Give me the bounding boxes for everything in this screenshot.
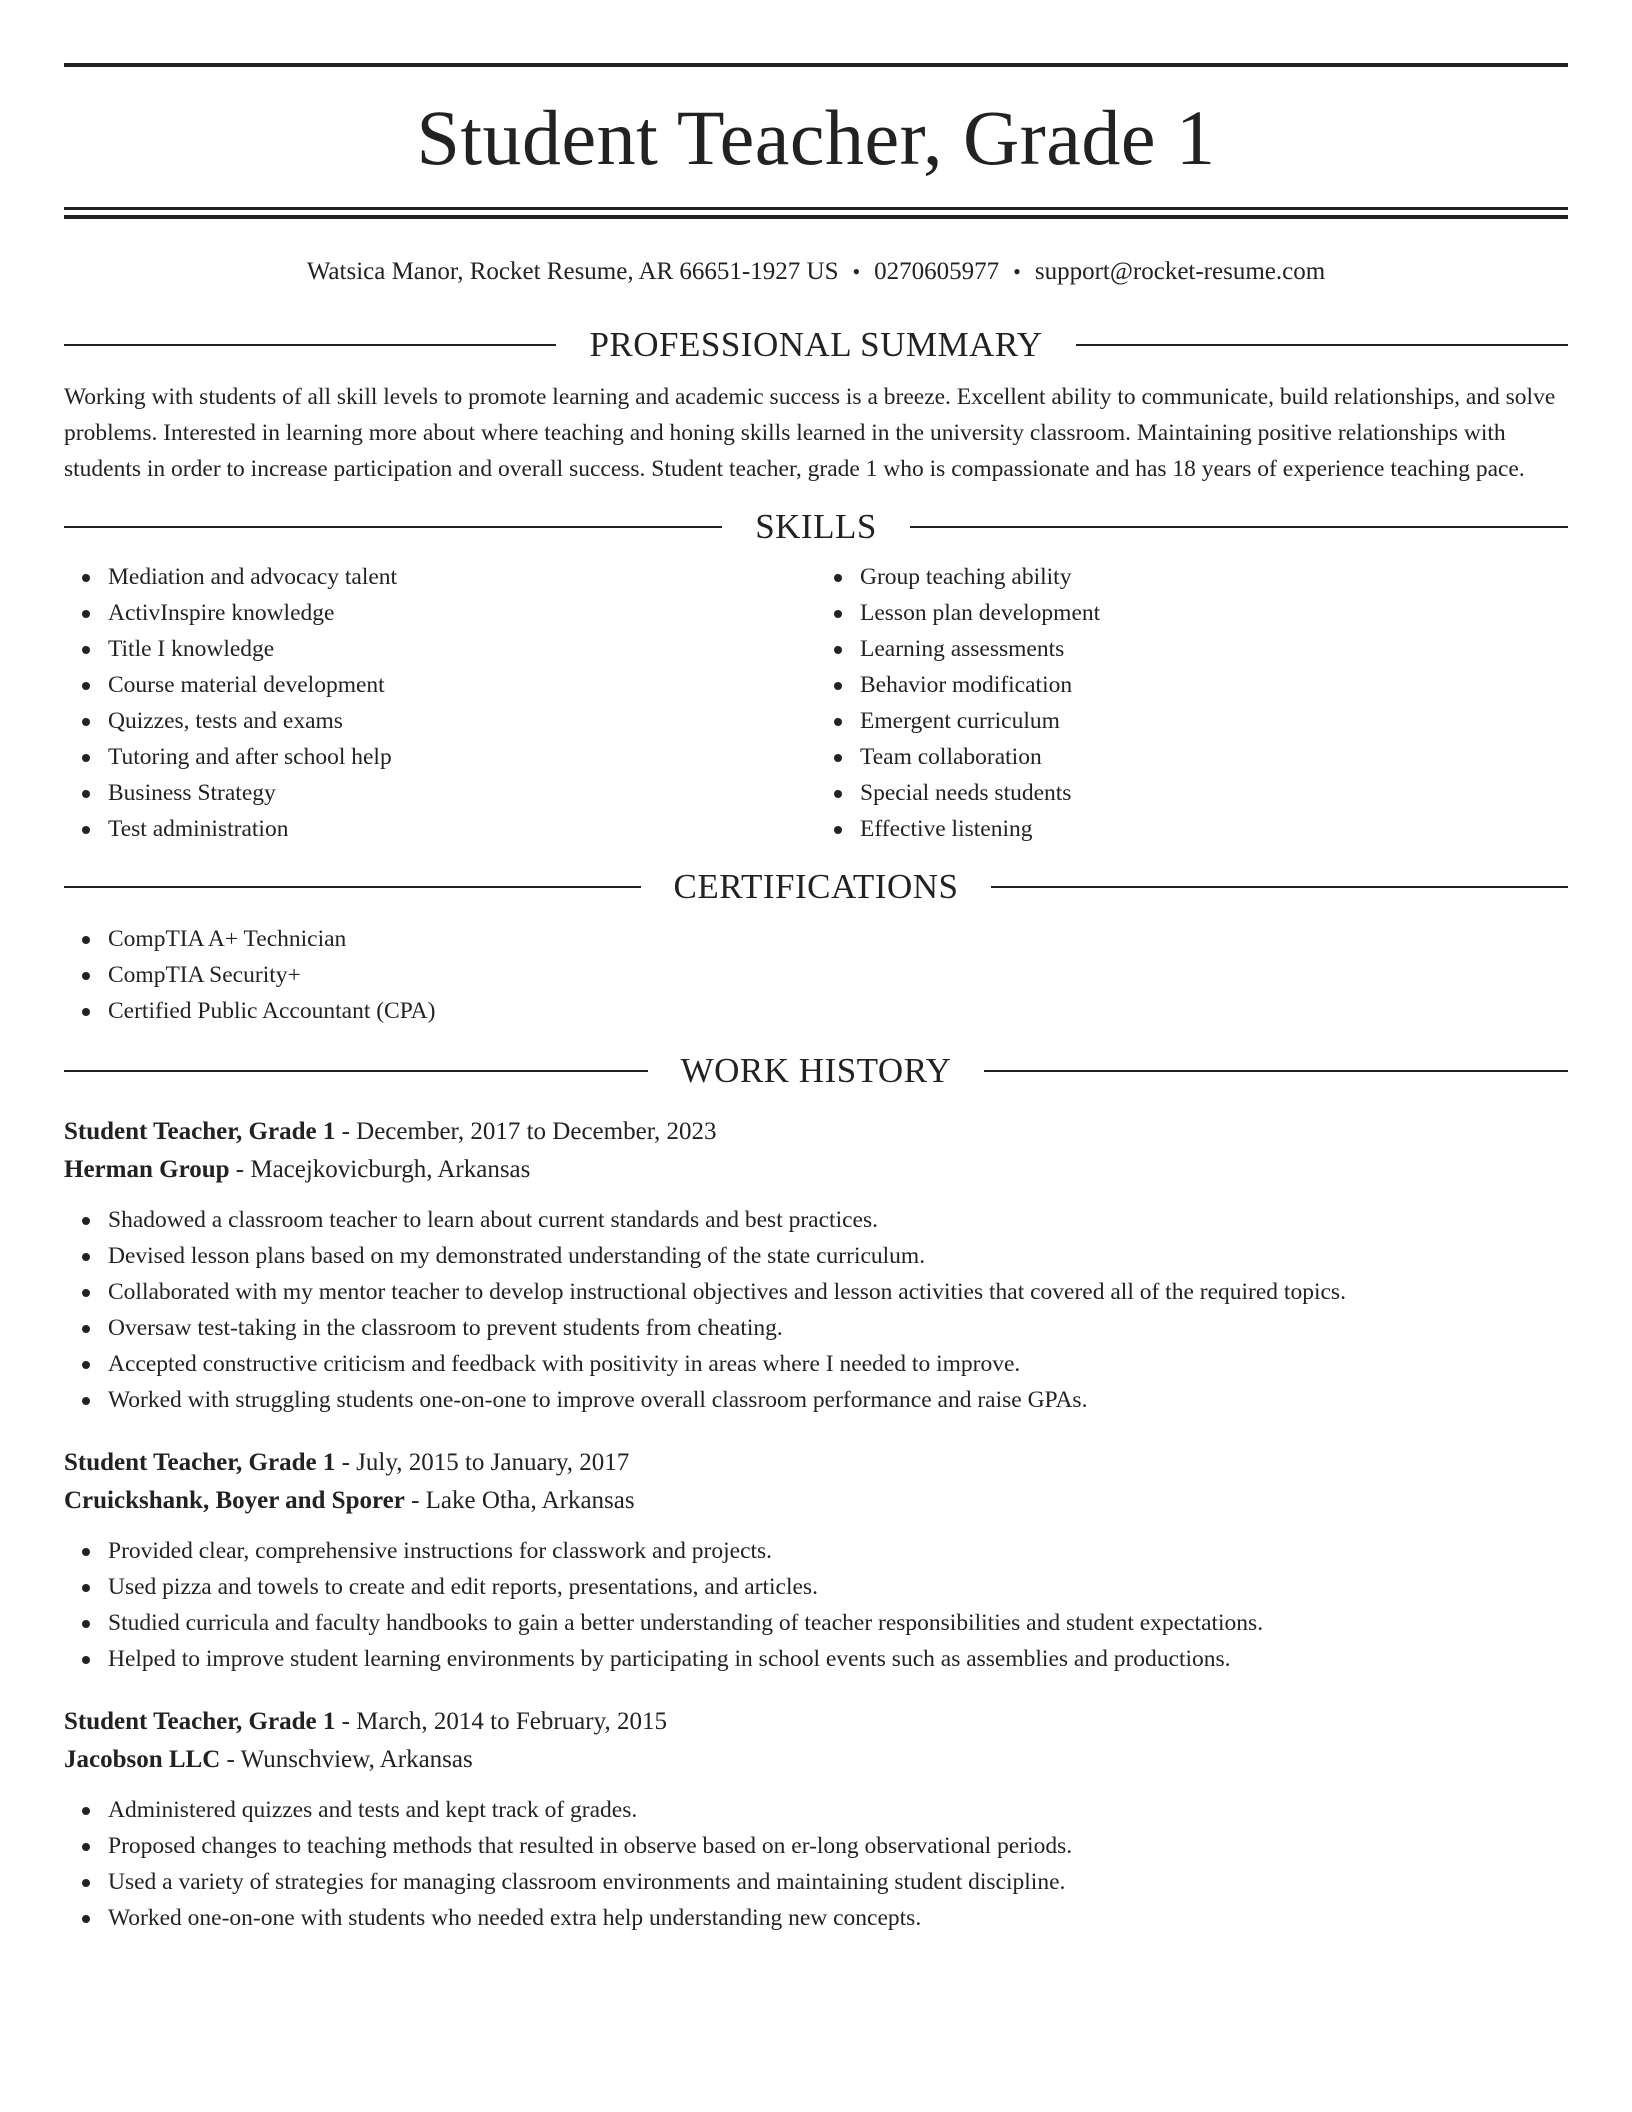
job-bullet: Helped to improve student learning environments by participating in school events such as assemblies and productions. — [108, 1641, 1568, 1677]
job-company: Jacobson LLC — [64, 1746, 221, 1773]
contact-email[interactable]: support@rocket-resume.com — [1034, 258, 1326, 285]
job-location: - Wunschview, Arkansas — [220, 1746, 473, 1773]
contact-line — [64, 257, 1568, 287]
summary-heading — [64, 323, 1568, 367]
job-bullet: Collaborated with my mentor teacher to develop instructional objectives and lesson activities that covered all of the required topics. — [108, 1274, 1568, 1310]
job-location: - Macejkovicburgh, Arkansas — [229, 1156, 531, 1183]
job-company-line — [64, 1741, 1568, 1779]
certification-item: Certified Public Accountant (CPA) — [108, 993, 1568, 1029]
job-dates: - December, 2017 to December, 2023 — [335, 1118, 717, 1145]
job-company-line — [64, 1151, 1568, 1189]
skill-item: Quizzes, tests and exams — [108, 703, 816, 739]
job-company: Cruickshank, Boyer and Sporer — [64, 1487, 405, 1514]
job-bullet: Worked with struggling students one-on-one to improve overall classroom performance and raise GPAs. — [108, 1382, 1568, 1418]
job-title: Student Teacher, Grade 1 — [64, 1118, 336, 1145]
job-company: Herman Group — [64, 1156, 230, 1183]
skill-item: Emergent curriculum — [860, 703, 1568, 739]
job-bullet: Shadowed a classroom teacher to learn about current standards and best practices. — [108, 1202, 1568, 1238]
heading-rule — [64, 344, 556, 346]
skill-item: Group teaching ability — [860, 559, 1568, 595]
summary-text: Working with students of all skill levels to promote learning and academic success is a breeze. Excellent ability to communicate, build relationships, and solve problems. Interested in learning more about where teaching and honing skills learned in the university classroom. Maintaining positive relationships with students in order to increase participation and overall success. Student teacher, grade 1 who is compassionate and has 18 years of experience teaching pace. — [64, 384, 1556, 482]
certifications-list — [64, 921, 1568, 1029]
heading-rule — [64, 886, 641, 888]
contact-separator: • — [852, 259, 861, 284]
contact-separator: • — [1013, 259, 1021, 284]
contact-phone[interactable]: 0270605977 — [874, 258, 1000, 285]
job-bullet: Provided clear, comprehensive instructions for classwork and projects. — [108, 1533, 1568, 1569]
job-bullet: Administered quizzes and tests and kept track of grades. — [108, 1792, 1568, 1828]
job-bullet: Devised lesson plans based on my demonstrated understanding of the state curriculum. — [108, 1238, 1568, 1274]
job-company-line — [64, 1482, 1568, 1520]
skills-grid — [64, 559, 1568, 847]
work-history-heading-label: WORK HISTORY — [680, 1051, 952, 1090]
skill-item: Special needs students — [860, 775, 1568, 811]
summary-heading-label: PROFESSIONAL SUMMARY — [589, 325, 1043, 364]
skill-item: ActivInspire knowledge — [108, 595, 816, 631]
job-title-line — [64, 1113, 1568, 1151]
resume-title: Student Teacher, Grade 1 — [416, 94, 1216, 181]
certifications-heading-label: CERTIFICATIONS — [673, 867, 959, 906]
job-bullets — [64, 1533, 1568, 1677]
job-location: - Lake Otha, Arkansas — [404, 1487, 635, 1514]
job-bullet: Accepted constructive criticism and feedback with positivity in areas where I needed to improve. — [108, 1346, 1568, 1382]
heading-rule — [984, 1070, 1568, 1072]
job-bullet: Worked one-on-one with students who needed extra help understanding new concepts. — [108, 1900, 1568, 1936]
certification-item: CompTIA A+ Technician — [108, 921, 1568, 957]
job-bullets — [64, 1792, 1568, 1936]
job-dates: - July, 2015 to January, 2017 — [335, 1449, 630, 1476]
job-bullets — [64, 1202, 1568, 1418]
skill-item: Title I knowledge — [108, 631, 816, 667]
skill-item: Business Strategy — [108, 775, 816, 811]
title-double-rule — [64, 207, 1568, 219]
job-entry — [64, 1113, 1568, 1418]
top-rule — [64, 63, 1568, 67]
skills-heading-label: SKILLS — [755, 507, 877, 546]
job-title-line — [64, 1444, 1568, 1482]
job-bullet: Oversaw test-taking in the classroom to prevent students from cheating. — [108, 1310, 1568, 1346]
job-bullet: Studied curricula and faculty handbooks to gain a better understanding of teacher responsibilities and student expectations. — [108, 1605, 1568, 1641]
contact-address: Watsica Manor, Rocket Resume, AR 66651-1927 US — [306, 258, 839, 285]
heading-rule — [64, 526, 722, 528]
skill-item: Lesson plan development — [860, 595, 1568, 631]
skill-item: Team collaboration — [860, 739, 1568, 775]
skill-item: Course material development — [108, 667, 816, 703]
certifications-heading — [64, 865, 1568, 909]
skill-item: Behavior modification — [860, 667, 1568, 703]
skill-item: Effective listening — [860, 811, 1568, 847]
job-entry — [64, 1703, 1568, 1936]
heading-rule — [64, 1070, 648, 1072]
job-dates: - March, 2014 to February, 2015 — [335, 1708, 667, 1735]
work-history-heading — [64, 1049, 1568, 1093]
skill-item: Mediation and advocacy talent — [108, 559, 816, 595]
heading-rule — [1076, 344, 1568, 346]
skill-item: Tutoring and after school help — [108, 739, 816, 775]
heading-rule — [991, 886, 1568, 888]
skills-heading — [64, 505, 1568, 549]
job-title: Student Teacher, Grade 1 — [64, 1708, 336, 1735]
skills-list-right — [816, 559, 1568, 847]
skill-item: Learning assessments — [860, 631, 1568, 667]
heading-rule — [910, 526, 1568, 528]
certification-item: CompTIA Security+ — [108, 957, 1568, 993]
job-title: Student Teacher, Grade 1 — [64, 1449, 336, 1476]
skill-item: Test administration — [108, 811, 816, 847]
skills-list-left — [64, 559, 816, 847]
job-title-line — [64, 1703, 1568, 1741]
job-bullet: Proposed changes to teaching methods that resulted in observe based on er-long observational periods. — [108, 1828, 1568, 1864]
job-bullet: Used a variety of strategies for managing classroom environments and maintaining student discipline. — [108, 1864, 1568, 1900]
job-entry — [64, 1444, 1568, 1677]
job-bullet: Used pizza and towels to create and edit reports, presentations, and articles. — [108, 1569, 1568, 1605]
